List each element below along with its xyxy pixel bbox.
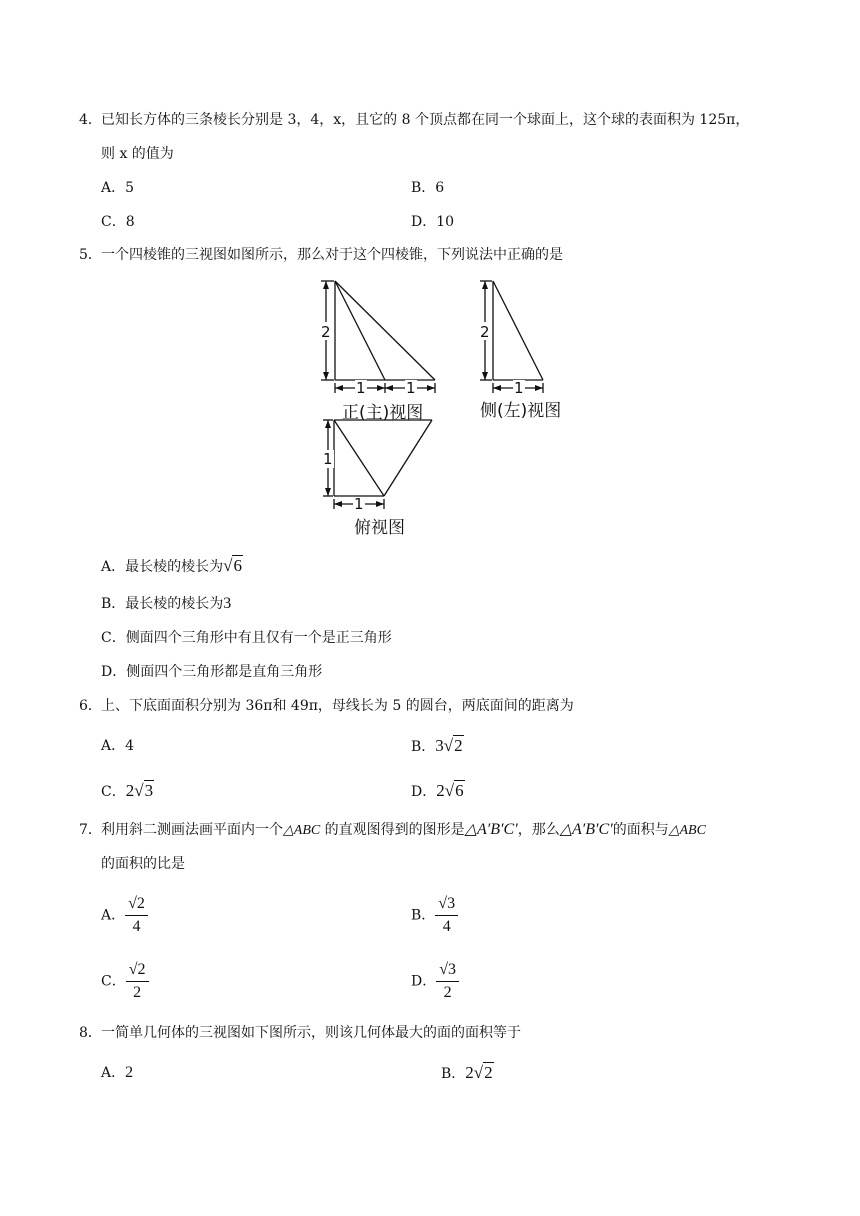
side-view-caption: 侧(左)视图 xyxy=(480,401,562,421)
q6-text: 上、下底面面积分别为 36π和 49π，母线长为 5 的圆台，两底面间的距离为 xyxy=(101,698,574,714)
q7-text-line1: 利用斜二测画法画平面内一个△ABC 的直观图得到的图形是△A′B′C′，那么△A′B′C′的面积与△ABC xyxy=(101,821,706,838)
q8-option-b: B．2√2 xyxy=(441,1063,493,1082)
q4-number: 4． xyxy=(79,112,102,128)
q4-option-a: A．5 xyxy=(101,180,135,196)
front-height-label: 2 xyxy=(321,323,331,341)
front-width-label-1: 1 xyxy=(356,379,366,397)
q7-option-c: C． $\frac{√2}{2}$ xyxy=(101,959,149,1004)
q4-option-c: C．8 xyxy=(101,214,135,230)
q8-text: 一简单几何体的三视图如下图所示，则该几何体最大的面的面积等于 xyxy=(101,1025,521,1041)
q7-number: 7． xyxy=(79,822,102,838)
q8-option-a: A．2 xyxy=(101,1064,134,1081)
top-height-label: 1 xyxy=(323,450,333,468)
side-width-label: 1 xyxy=(514,379,524,397)
side-height-label: 2 xyxy=(480,323,490,341)
q7-option-b: B． $\frac{√3}{4}$ xyxy=(411,893,458,938)
front-width-label-2: 1 xyxy=(406,379,416,397)
q5-option-b-value: 3 xyxy=(223,595,232,612)
q4-option-d: D．10 xyxy=(411,214,455,230)
q5-option-a-text: A．最长棱的棱长为 xyxy=(101,559,224,575)
q5-option-a xyxy=(101,556,243,577)
q5-text: 一个四棱锥的三视图如图所示，那么对于这个四棱锥，下列说法中正确的是 xyxy=(101,247,563,263)
q5-option-d: D．侧面四个三角形都是直角三角形 xyxy=(101,664,323,680)
q7-option-d: D． $\frac{√3}{2}$ xyxy=(411,959,459,1004)
q7-text-line2: 的面积的比是 xyxy=(101,856,185,872)
q6-option-d: D．2√6 xyxy=(411,781,464,800)
top-width-label: 1 xyxy=(354,495,364,513)
front-view-caption: 正(主)视图 xyxy=(342,403,424,423)
q5-option-b-text: B．最长棱的棱长为 xyxy=(101,596,224,612)
q6-number: 6． xyxy=(79,698,102,714)
top-view-caption: 俯视图 xyxy=(354,518,405,538)
q5-option-b xyxy=(101,594,231,614)
q4-text-line2: 则 x 的值为 xyxy=(101,146,174,162)
q5-number: 5． xyxy=(79,247,102,263)
q5-option-c: C．侧面四个三角形中有且仅有一个是正三角形 xyxy=(101,630,392,646)
q5-option-a-sqrt: √6 xyxy=(223,556,242,575)
q6-option-b: B．3√2 xyxy=(411,736,463,755)
three-view-figure xyxy=(310,276,570,541)
q6-option-c: C．2√3 xyxy=(101,781,154,800)
q8-number: 8． xyxy=(79,1025,102,1041)
q6-option-a: A．4 xyxy=(101,738,135,754)
q7-option-a: A． $\frac{√2}{4}$ xyxy=(101,893,148,938)
q4-option-b: B．6 xyxy=(411,180,445,196)
q4-text-line1: 已知长方体的三条棱长分别是 3，4，x，且它的 8 个顶点都在同一个球面上，这个球的表面积为 125π， xyxy=(101,112,750,128)
